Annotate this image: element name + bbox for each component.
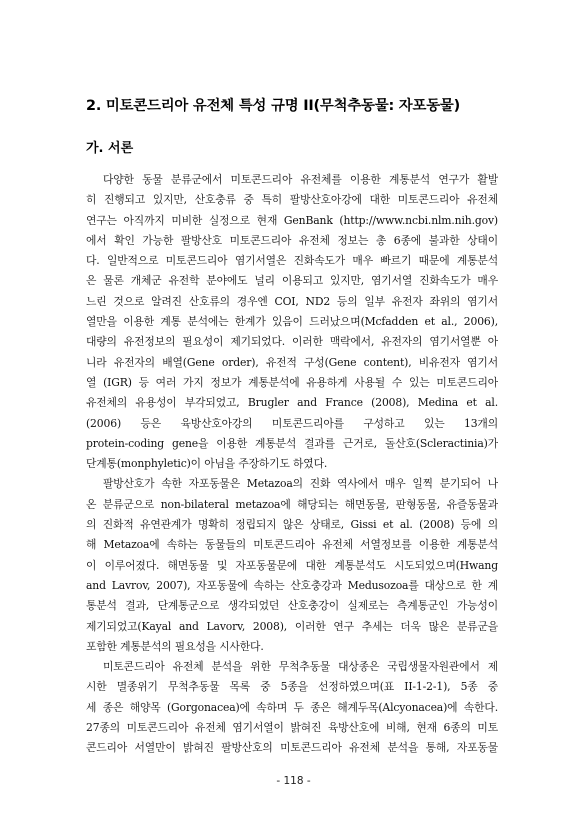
text-line: 27종의 미토콘드리아 유전체 염기서열이 밝혀진 육방산호에 비해, 현재 6종의 미토 [86, 721, 498, 735]
text-line: 콘드리아 서열만이 밝혀진 팔방산호의 미토콘드리아 유전체 분석을 통해, 자포동물 [86, 741, 498, 755]
text-line: 다. 일반적으로 미토콘드리아 염기서열은 진화속도가 매우 빠르기 때문에 계통분석 [86, 254, 498, 268]
text-line: 세 종은 해양목 (Gorgonacea)에 속하며 두 종은 해계두목(Alcyonacea)에 속한다. [86, 700, 498, 714]
text-line: 의 진화적 유연관계가 명확히 정립되지 않은 상태로, Gissi et al. (2008) 등에 의 [86, 518, 498, 532]
text-line: and Lavrov, 2007), 자포동물에 속하는 산호충강과 Medusozoa를 대상으로 한 계 [86, 578, 498, 592]
sub-heading: 가. 서론 [86, 141, 134, 156]
text-line: 히 진행되고 있지만, 산호충류 중 특히 팔방산호아강에 대한 미토콘드리아 유전체 [86, 193, 498, 207]
text-line: 미토콘드리아 유전체 분석을 위한 무척추동물 대상종은 국립생물자원관에서 제 [103, 660, 498, 674]
text-line: 포함한 계통분석의 필요성을 시사한다. [86, 639, 264, 653]
text-line: 대량의 유전정보의 필요성이 제기되었다. 이러한 맥락에서, 유전자의 염기서열뿐 아 [86, 335, 498, 349]
text-line: 연구는 아직까지 미비한 실정으로 현재 GenBank (http://www.ncbi.nlm.nih.gov) [86, 213, 498, 227]
text-line: 이 이루어졌다. 해면동물 및 자포동물문에 대한 계통분석도 시도되었으며(Hwang [86, 558, 498, 572]
text-line: 열 (IGR) 등 여러 가지 정보가 계통분석에 유용하게 사용될 수 있는 미토콘드리아 [86, 375, 498, 389]
paragraph-2 [86, 474, 498, 657]
text-line: 단계통(monphyletic)이 아님을 주장하기도 하였다. [86, 457, 328, 471]
text-line: 제기되었고(Kayal and Lavorv, 2008), 이러한 연구 추세는 더욱 많은 분류군을 [86, 619, 498, 633]
body-text [86, 170, 498, 759]
text-line: 시한 멸종위기 무척추동물 목록 중 5종을 선정하였으며(표 II-1-2-1), 5종 중 [86, 680, 498, 694]
text-line: protein-coding gene을 이용한 계통분석 결과를 근거로, 돌산호(Scleractinia)가 [86, 436, 498, 450]
paragraph-3 [86, 657, 498, 758]
text-line: 다양한 동물 분류군에서 미토콘드리아 유전체를 이용한 계통분석 연구가 활발 [103, 173, 498, 186]
text-line: 느린 것으로 알려진 산호류의 경우엔 COI, ND2 등의 일부 유전자 좌위의 염기서 [86, 294, 498, 308]
text-line: 열만을 이용한 계통 분석에는 한계가 있음이 드러났으며(Mcfadden et al., 2006), [86, 315, 498, 329]
text-line: 니라 유전자의 배열(Gene order), 유전적 구성(Gene content), 비유전자 염기서 [86, 355, 498, 369]
section-heading: 2. 미토콘드리아 유전체 특성 규명 II(무척추동물: 자포동물) [86, 98, 460, 114]
text-line: 유전체의 유용성이 부각되었고, Brugler and France (2008), Medina et al. [86, 396, 498, 410]
text-line: 해 Metazoa에 속하는 동물들의 미토콘드리아 유전체 서열정보를 이용한 계통분석 [86, 538, 498, 552]
text-line: 팔방산호가 속한 자포동물은 Metazoa의 진화 역사에서 매우 일찍 분기되어 나 [103, 477, 498, 491]
page-number: - 118 - [276, 775, 311, 787]
text-line: 온 분류군으로 non-bilateral metazoa에 해당되는 해면동물, 판형동물, 유즐동물과 [86, 497, 498, 511]
text-line: 통분석 결과, 단계통군으로 생각되었던 산호충강이 실제로는 측계통군인 가능성이 [86, 599, 498, 613]
text-line: 은 물론 개체군 유전학 분야에도 널리 이용되고 있지만, 염기서열 진화속도가 매우 [86, 274, 498, 288]
text-line: (2006) 등은 육방산호아강의 미토콘드리아를 구성하고 있는 13개의 [86, 416, 498, 430]
paragraph-1 [86, 170, 498, 474]
text-line: 에서 확인 가능한 팔방산호 미토콘드리아 유전체 정보는 총 6종에 불과한 상태이 [86, 233, 498, 247]
